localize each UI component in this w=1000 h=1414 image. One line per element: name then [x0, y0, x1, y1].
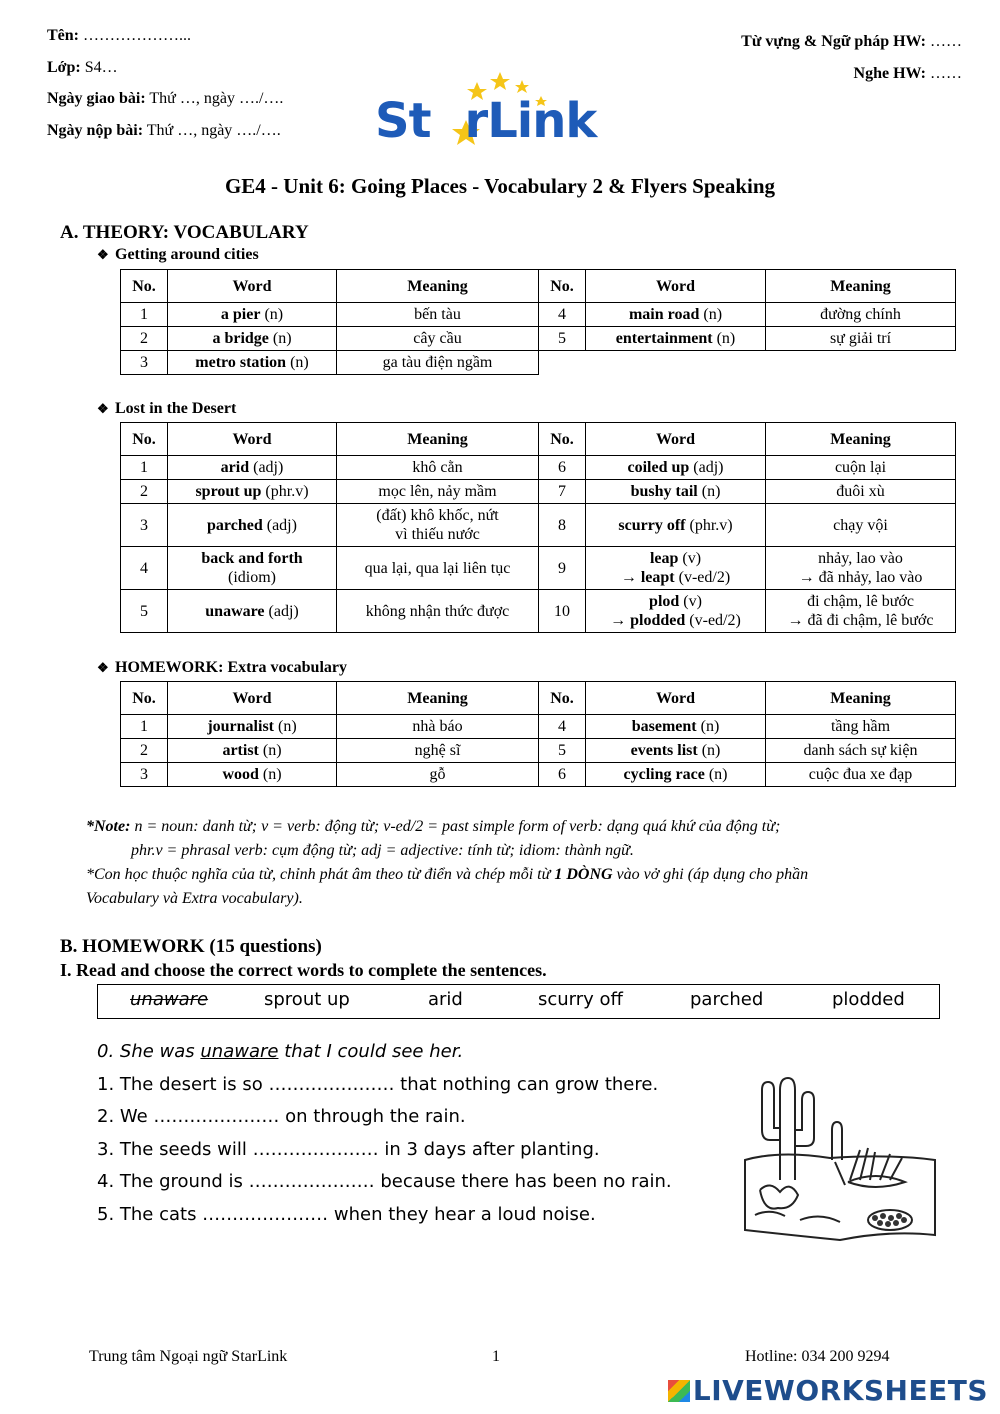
part-of-speech: (adj) — [689, 459, 724, 476]
assign-date-field: Ngày giao bài: Thứ …, ngày …./…. — [47, 90, 284, 107]
vocab-word: parched — [207, 516, 263, 534]
number-cell: 4 — [539, 715, 586, 739]
meaning-line: (đất) khô khốc, nứt — [376, 507, 499, 524]
column-header-word: Word — [168, 423, 337, 456]
number-cell: 4 — [121, 547, 168, 590]
meaning-cell — [766, 480, 956, 504]
table2-subtitle: ❖ Lost in the Desert — [97, 400, 237, 417]
part-of-speech: (n) — [286, 354, 309, 371]
part-of-speech: (idiom) — [228, 569, 276, 586]
vocab-word: artist — [222, 742, 259, 759]
vocab-word: arid — [220, 459, 250, 476]
question-5: 5. The cats ………………… when they hear a loud noise. — [97, 1204, 596, 1225]
number-cell: 5 — [539, 327, 586, 351]
vocab-word: cycling race — [623, 766, 705, 783]
number-cell: 2 — [121, 480, 168, 504]
meaning-cell — [337, 547, 539, 590]
meaning-line: đường chính — [820, 306, 901, 323]
meaning-line: tầng hầm — [830, 718, 891, 735]
question-2: 2. We ………………… on through the rain. — [97, 1106, 466, 1127]
column-header-word: Word — [168, 682, 337, 715]
vocab-word: unaware — [205, 602, 265, 620]
word-cell — [168, 715, 337, 739]
word-cell — [586, 715, 766, 739]
meaning-cell — [766, 715, 956, 739]
vocab-word: plod — [649, 593, 680, 610]
column-header-meaning: Meaning — [766, 682, 956, 715]
note-block: *Note: n = noun: danh từ; v = verb: động từ; v-ed/2 = past simple form of verb: dạng quá khứ của động từ; phr.v = phrasal verb: cụm động từ; adj = adjective: tính từ; idiom: thành ngữ. *Con học thuộc nghĩa của từ, chỉnh phát âm theo từ điển và chép mỗi từ 1 DÒNG vào vở ghi (áp dụng cho phần Vocabulary và Extra vocabulary). — [86, 818, 809, 907]
meaning-line: chạy vội — [833, 516, 888, 534]
number-cell: 1 — [121, 456, 168, 480]
diamond-bullet-icon: ❖ — [97, 247, 109, 262]
word-cell — [586, 456, 766, 480]
column-header-word: Word — [586, 270, 766, 303]
starlink-logo — [375, 68, 625, 153]
empty-cell — [766, 351, 956, 375]
meaning-line: mọc lên, nảy mầm — [378, 483, 497, 500]
vocab-grammar-hw-field: Từ vựng & Ngữ pháp HW: …… — [741, 33, 962, 50]
meaning-line: sự giải trí — [829, 330, 892, 347]
header-row — [121, 682, 956, 715]
word-cell — [168, 327, 337, 351]
number-cell: 2 — [121, 739, 168, 763]
column-header-word: Word — [586, 423, 766, 456]
meaning-line: ga tàu điện ngầm — [382, 354, 493, 371]
meaning-cell — [337, 456, 539, 480]
meaning-line: bến tàu — [414, 306, 461, 323]
vocab-table-extra — [120, 681, 956, 787]
number-cell: 8 — [539, 504, 586, 547]
number-cell: 2 — [121, 327, 168, 351]
meaning-line: → đã đi chậm, lê bước — [787, 612, 934, 629]
part-of-speech: (adj) — [249, 459, 284, 476]
meaning-line: nghệ sĩ — [414, 742, 461, 759]
meaning-cell — [337, 763, 539, 787]
meaning-line: không nhận thức được — [365, 602, 510, 620]
part-of-speech: (n) — [697, 483, 721, 500]
number-cell: 5 — [539, 739, 586, 763]
example-sentence: 0. She was unaware that I could see her. — [97, 1041, 464, 1062]
word-cell — [586, 303, 766, 327]
vocab-word: basement — [631, 718, 697, 735]
word-box-item: unaware — [130, 989, 209, 1010]
word-cell — [168, 590, 337, 633]
footer-hotline: Hotline: 034 200 9294 — [745, 1348, 890, 1365]
meaning-cell — [337, 480, 539, 504]
empty-cell — [539, 351, 586, 375]
column-header-no: No. — [121, 682, 168, 715]
meaning-line: đuôi xù — [836, 483, 885, 500]
number-cell: 5 — [121, 590, 168, 633]
vocab-word: wood — [222, 766, 259, 783]
column-header-no: No. — [539, 270, 586, 303]
part-of-speech: (v) — [679, 593, 702, 610]
meaning-cell — [337, 303, 539, 327]
meaning-line: qua lại, qua lại liên tục — [364, 559, 511, 577]
vocab-table-getting-around — [120, 269, 956, 375]
meaning-line: danh sách sự kiện — [803, 742, 918, 759]
vocab-word: coiled up — [627, 459, 690, 476]
part-of-speech: (n) — [258, 766, 282, 783]
part-of-speech: (n) — [699, 306, 723, 323]
question-4: 4. The ground is ………………… because there has been no rain. — [97, 1171, 672, 1192]
word-box-item: plodded — [832, 989, 905, 1010]
vocab-word: a bridge — [212, 330, 269, 347]
part-of-speech: (n) — [274, 718, 297, 735]
meaning-cell — [337, 739, 539, 763]
meaning-cell — [766, 547, 956, 590]
header-row — [121, 270, 956, 303]
word-cell — [586, 590, 766, 633]
section-a-heading: A. THEORY: VOCABULARY — [60, 222, 309, 243]
word-cell — [168, 763, 337, 787]
meaning-line: đi chậm, lê bước — [807, 593, 914, 610]
part-of-speech: (adj) — [264, 602, 299, 620]
vocab-word-past: plodded — [630, 612, 686, 629]
column-header-meaning: Meaning — [766, 423, 956, 456]
meaning-cell — [766, 456, 956, 480]
logo-text-start: St — [375, 93, 431, 149]
table-row — [121, 763, 956, 787]
part-of-speech: (v) — [678, 550, 702, 567]
meaning-line: gỗ — [429, 766, 446, 783]
table-row — [121, 547, 956, 590]
part-of-speech: (adj) — [262, 516, 297, 534]
part1-instruction: I. Read and choose the correct words to complete the sentences. — [60, 960, 547, 980]
column-header-word: Word — [586, 682, 766, 715]
number-cell: 7 — [539, 480, 586, 504]
number-cell: 10 — [539, 590, 586, 633]
word-cell — [168, 480, 337, 504]
table-row — [121, 456, 956, 480]
column-header-no: No. — [121, 423, 168, 456]
word-cell — [586, 739, 766, 763]
meaning-line: nhảy, lao vào — [818, 550, 903, 567]
vocab-word: bushy tail — [630, 483, 698, 500]
question-1: 1. The desert is so ………………… that nothing can grow there. — [97, 1074, 659, 1095]
word-box-item: sprout up — [264, 989, 350, 1010]
table-row — [121, 715, 956, 739]
table-row — [121, 351, 956, 375]
word-cell — [168, 351, 337, 375]
meaning-line: → đã nhảy, lao vào — [798, 569, 923, 586]
column-header-meaning: Meaning — [337, 682, 539, 715]
number-cell: 1 — [121, 715, 168, 739]
vocab-word: back and forth — [201, 550, 303, 567]
part-of-speech: (n) — [258, 742, 282, 759]
part-of-speech: (v-ed/2) — [685, 612, 741, 629]
table3-subtitle: ❖ HOMEWORK: Extra vocabulary — [97, 659, 347, 676]
meaning-cell — [337, 504, 539, 547]
meaning-line: cây cầu — [413, 330, 462, 347]
column-header-word: Word — [168, 270, 337, 303]
column-header-meaning: Meaning — [337, 270, 539, 303]
liveworksheets-logo-icon — [668, 1380, 690, 1402]
meaning-cell — [337, 715, 539, 739]
vocab-table-lost-in-desert — [120, 422, 956, 633]
page-title: GE4 - Unit 6: Going Places - Vocabulary 2 & Flyers Speaking — [224, 174, 776, 198]
part-of-speech: (v-ed/2) — [674, 569, 731, 586]
word-box-item: arid — [428, 989, 463, 1010]
column-header-no: No. — [121, 270, 168, 303]
submit-date-field: Ngày nộp bài: Thứ …, ngày …./…. — [47, 122, 281, 139]
part-of-speech: (n) — [696, 718, 720, 735]
number-cell: 9 — [539, 547, 586, 590]
meaning-cell — [337, 351, 539, 375]
desert-cactus-illustration — [740, 1030, 940, 1245]
vocab-word: leap — [649, 550, 679, 567]
vocab-word: main road — [628, 306, 700, 323]
question-3: 3. The seeds will ………………… in 3 days after planting. — [97, 1139, 600, 1160]
word-cell — [168, 504, 337, 547]
part-of-speech: (n) — [697, 742, 721, 759]
page-number: 1 — [492, 1348, 500, 1365]
number-cell: 6 — [539, 456, 586, 480]
table-row — [121, 327, 956, 351]
part-of-speech: (n) — [260, 306, 284, 323]
column-header-meaning: Meaning — [766, 270, 956, 303]
number-cell: 6 — [539, 763, 586, 787]
number-cell: 4 — [539, 303, 586, 327]
diamond-bullet-icon: ❖ — [97, 660, 109, 675]
meaning-cell — [337, 590, 539, 633]
word-cell — [586, 547, 766, 590]
word-cell — [168, 739, 337, 763]
word-cell — [586, 327, 766, 351]
vocab-word-past: leapt — [640, 569, 675, 586]
section-b-heading: B. HOMEWORK (15 questions) — [60, 936, 322, 957]
arrow-icon: → — [610, 612, 631, 629]
word-box — [97, 984, 940, 1019]
word-cell — [168, 456, 337, 480]
vocab-word: sprout up — [195, 483, 262, 500]
vocab-word: journalist — [207, 718, 274, 735]
table-row — [121, 590, 956, 633]
table-row — [121, 739, 956, 763]
word-box-item: parched — [690, 989, 764, 1010]
vocab-word: scurry off — [618, 516, 686, 534]
meaning-cell — [766, 590, 956, 633]
column-header-no: No. — [539, 423, 586, 456]
meaning-line: vì thiếu nước — [395, 526, 480, 543]
word-cell — [168, 547, 337, 590]
name-field: Tên: ………………... — [47, 27, 191, 44]
class-field: Lớp: S4… — [47, 59, 118, 76]
number-cell: 3 — [121, 504, 168, 547]
logo-text-end: rLink — [464, 93, 597, 149]
number-cell: 3 — [121, 351, 168, 375]
table1-subtitle: ❖ Getting around cities — [97, 246, 259, 263]
part-of-speech: (phr.v) — [685, 516, 733, 534]
meaning-line: nhà báo — [412, 718, 463, 735]
meaning-cell — [766, 763, 956, 787]
word-cell — [168, 303, 337, 327]
vocab-word: events list — [630, 742, 698, 759]
column-header-meaning: Meaning — [337, 423, 539, 456]
part-of-speech: (n) — [268, 330, 292, 347]
footer-center-name: Trung tâm Ngoại ngữ StarLink — [89, 1348, 288, 1365]
number-cell: 3 — [121, 763, 168, 787]
empty-cell — [586, 351, 766, 375]
column-header-no: No. — [539, 682, 586, 715]
meaning-line: cuộn lại — [834, 459, 887, 476]
table-row — [121, 504, 956, 547]
meaning-cell — [337, 327, 539, 351]
meaning-cell — [766, 303, 956, 327]
vocab-word: a pier — [220, 306, 261, 323]
listening-hw-field: Nghe HW: …… — [853, 65, 962, 82]
word-box-item: scurry off — [538, 989, 623, 1010]
meaning-cell — [766, 504, 956, 547]
meaning-cell — [766, 327, 956, 351]
word-cell — [586, 504, 766, 547]
meaning-cell — [766, 739, 956, 763]
word-cell — [586, 763, 766, 787]
part-of-speech: (n) — [704, 766, 728, 783]
diamond-bullet-icon: ❖ — [97, 401, 109, 416]
liveworksheets-watermark: LIVEWORKSHEETS — [668, 1374, 988, 1407]
table-row — [121, 480, 956, 504]
part-of-speech: (phr.v) — [261, 483, 309, 500]
table-row — [121, 303, 956, 327]
arrow-icon: → — [620, 569, 641, 586]
meaning-line: cuộc đua xe đạp — [808, 766, 913, 783]
word-cell — [586, 480, 766, 504]
vocab-word: metro station — [195, 354, 287, 371]
part-of-speech: (n) — [712, 330, 736, 347]
header-row — [121, 423, 956, 456]
vocab-word: entertainment — [615, 330, 713, 347]
meaning-line: khô cằn — [412, 459, 463, 476]
number-cell: 1 — [121, 303, 168, 327]
